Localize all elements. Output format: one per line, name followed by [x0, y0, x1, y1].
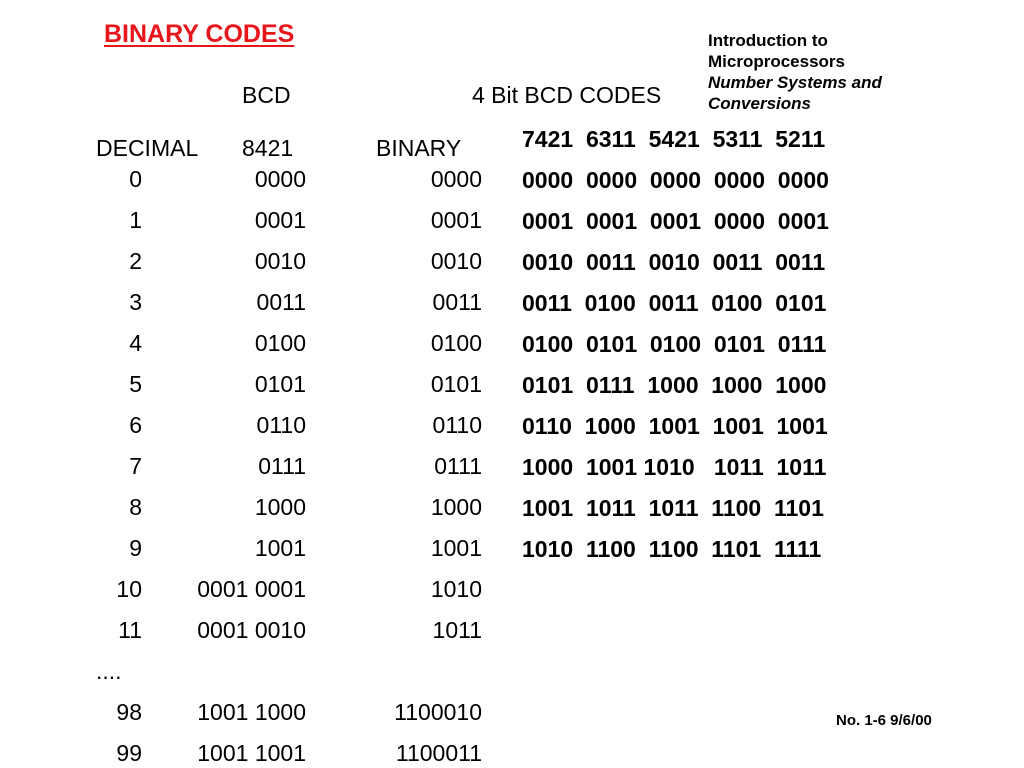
decimal-cell: 98	[116, 699, 142, 725]
bcd-8421-cell: 1001 1000	[197, 699, 306, 725]
col-binary-header: BINARY	[376, 135, 462, 161]
decimal-cell: 3	[129, 289, 142, 315]
course-info	[708, 30, 882, 114]
bcd-codes-title: 4 Bit BCD CODES	[472, 82, 662, 108]
bcd-8421-cell: 0001 0001	[197, 576, 306, 602]
bcd-8421-cell: 0111	[258, 453, 306, 479]
bcd-code-row: 1010 1100 1100 1101 1111	[522, 536, 822, 562]
binary-cell: 0100	[430, 330, 482, 356]
bcd-weights-header-row: 7421 6311 5421 5311 5211	[522, 126, 826, 152]
bcd-8421-cell: 0010	[254, 248, 306, 274]
course-line-4: Conversions	[708, 94, 811, 113]
binary-cell: 1001	[430, 535, 482, 561]
binary-cell: 0101	[430, 371, 482, 397]
slide-footer: No. 1-6 9/6/00	[836, 712, 932, 729]
binary-cell: 0000	[430, 166, 482, 192]
bcd-code-row: 0001 0001 0001 0000 0001	[522, 208, 829, 234]
binary-cell: 1000	[430, 494, 482, 520]
decimal-cell: 11	[118, 617, 142, 643]
decimal-cell: 2	[129, 248, 142, 274]
bcd-8421-cell: 1001	[254, 535, 306, 561]
binary-cell: 1100011	[395, 740, 482, 766]
bcd-code-row: 0110 1000 1001 1001 1001	[522, 413, 828, 439]
binary-cell: 1010	[430, 576, 482, 602]
col-8421-header: 8421	[242, 135, 294, 161]
slide-title: BINARY CODES	[104, 20, 295, 48]
decimal-cell: 9	[129, 535, 142, 561]
binary-cell: 0111	[434, 453, 482, 479]
bcd-code-row: 1000 1001 1010 1011 1011	[522, 454, 827, 480]
decimal-cell: 5	[129, 371, 142, 397]
bcd-8421-cell: 1000	[254, 494, 306, 520]
bcd-8421-cell: 0011	[256, 289, 306, 315]
col-decimal-header: DECIMAL	[96, 135, 199, 161]
bcd-8421-cell: 0110	[256, 412, 306, 438]
bcd-8421-cell: 0000	[254, 166, 306, 192]
bcd-code-row: 0011 0100 0011 0100 0101	[522, 290, 827, 316]
bcd-label: BCD	[242, 82, 291, 108]
decimal-cell: 1	[129, 207, 142, 233]
decimal-cell: 6	[129, 412, 142, 438]
binary-cell: 1011	[432, 617, 482, 643]
decimal-cell: 8	[129, 494, 142, 520]
binary-cell: 1100010	[394, 699, 482, 725]
decimal-cell: 10	[116, 576, 142, 602]
binary-cell: 0011	[432, 289, 482, 315]
bcd-8421-cell: 0001 0010	[197, 617, 306, 643]
bcd-8421-cell: 1001 1001	[197, 740, 306, 766]
decimal-cell: ....	[96, 658, 122, 684]
decimal-cell: 4	[129, 330, 142, 356]
course-line-2: Microprocessors	[708, 52, 845, 71]
binary-cell: 0010	[430, 248, 482, 274]
bcd-code-row: 0000 0000 0000 0000 0000	[522, 167, 829, 193]
binary-cell: 0001	[430, 207, 482, 233]
bcd-code-row: 0101 0111 1000 1000 1000	[522, 372, 827, 398]
bcd-code-row: 0100 0101 0100 0101 0111	[522, 331, 827, 357]
bcd-8421-cell: 0101	[254, 371, 306, 397]
course-line-1: Introduction to	[708, 31, 828, 50]
bcd-code-row: 0010 0011 0010 0011 0011	[522, 249, 826, 275]
decimal-cell: 99	[116, 740, 142, 766]
bcd-8421-cell: 0100	[254, 330, 306, 356]
course-line-3: Number Systems and	[708, 73, 882, 92]
decimal-cell: 7	[129, 453, 142, 479]
binary-cell: 0110	[432, 412, 482, 438]
decimal-cell: 0	[129, 166, 142, 192]
bcd-code-row: 1001 1011 1011 1100 1101	[522, 495, 824, 521]
bcd-8421-cell: 0001	[254, 207, 306, 233]
